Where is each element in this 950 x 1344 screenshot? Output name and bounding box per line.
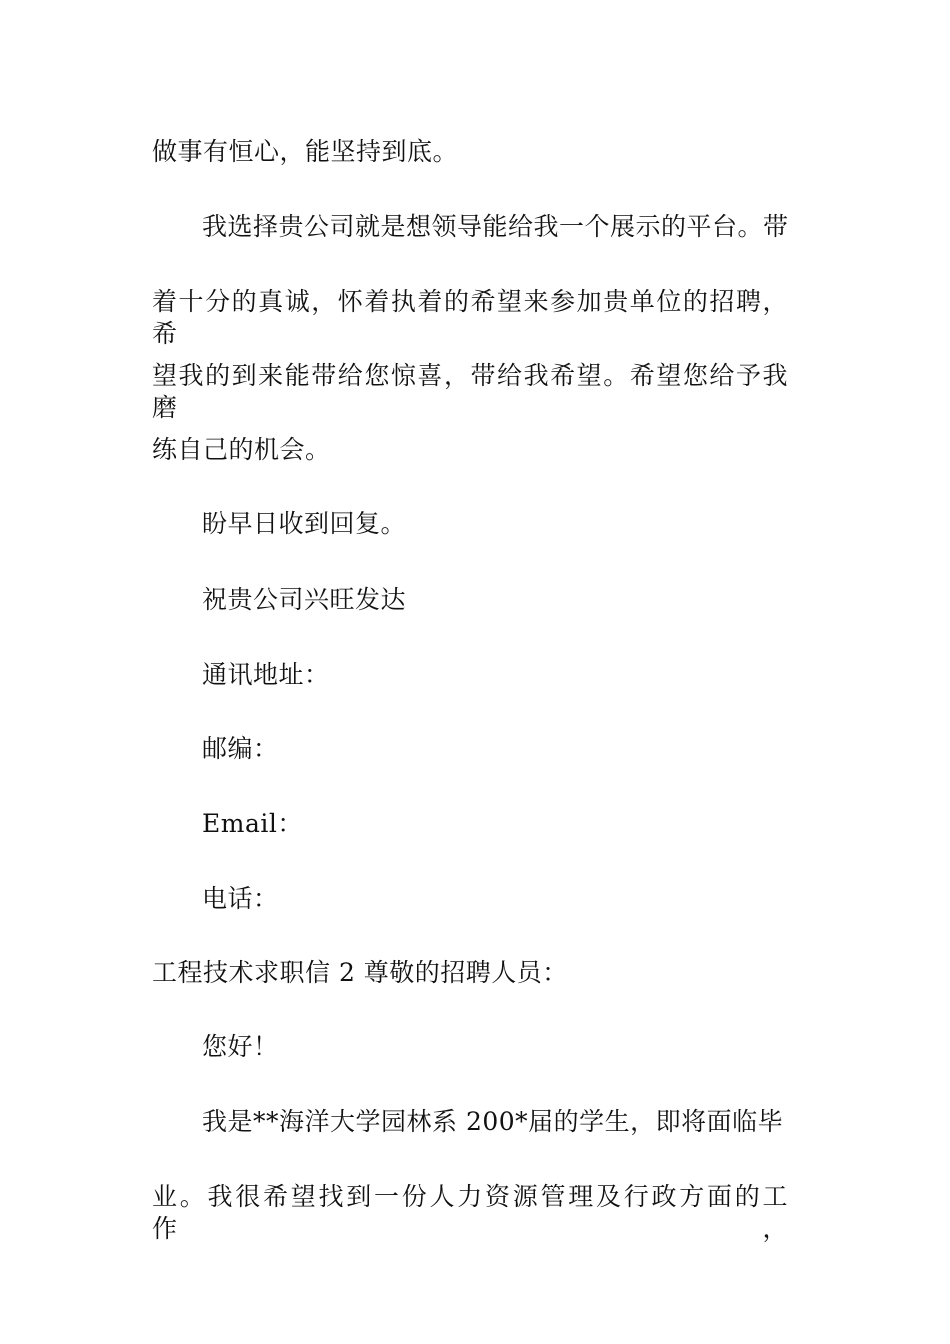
paragraph-line: 我是**海洋大学园林系 200*届的学生，即将面临毕 bbox=[202, 1107, 784, 1136]
paragraph-line: 我选择贵公司就是想领导能给我一个展示的平台。带 bbox=[202, 212, 789, 241]
closing-line: 祝贵公司兴旺发达 bbox=[202, 585, 407, 614]
paragraph-line: 做事有恒心，能坚持到底。 bbox=[152, 137, 459, 166]
paragraph-line: 着十分的真诚，怀着执着的希望来参加贵单位的招聘，希 bbox=[152, 287, 788, 348]
postcode-label: 邮编： bbox=[202, 734, 279, 763]
paragraph-line: 望我的到来能带给您惊喜，带给我希望。希望您给予我磨 bbox=[152, 361, 788, 422]
address-label: 通讯地址： bbox=[202, 660, 330, 689]
greeting-line: 您好！ bbox=[202, 1032, 279, 1061]
paragraph-line: 练自己的机会。 bbox=[152, 435, 331, 464]
closing-line: 盼早日收到回复。 bbox=[202, 509, 407, 538]
phone-label: 电话： bbox=[202, 884, 279, 913]
paragraph-line: 业。我很希望找到一份人力资源管理及行政方面的工作， bbox=[152, 1182, 788, 1243]
section-heading: 工程技术求职信 2 尊敬的招聘人员： bbox=[152, 958, 568, 987]
email-label: Email： bbox=[202, 809, 303, 838]
